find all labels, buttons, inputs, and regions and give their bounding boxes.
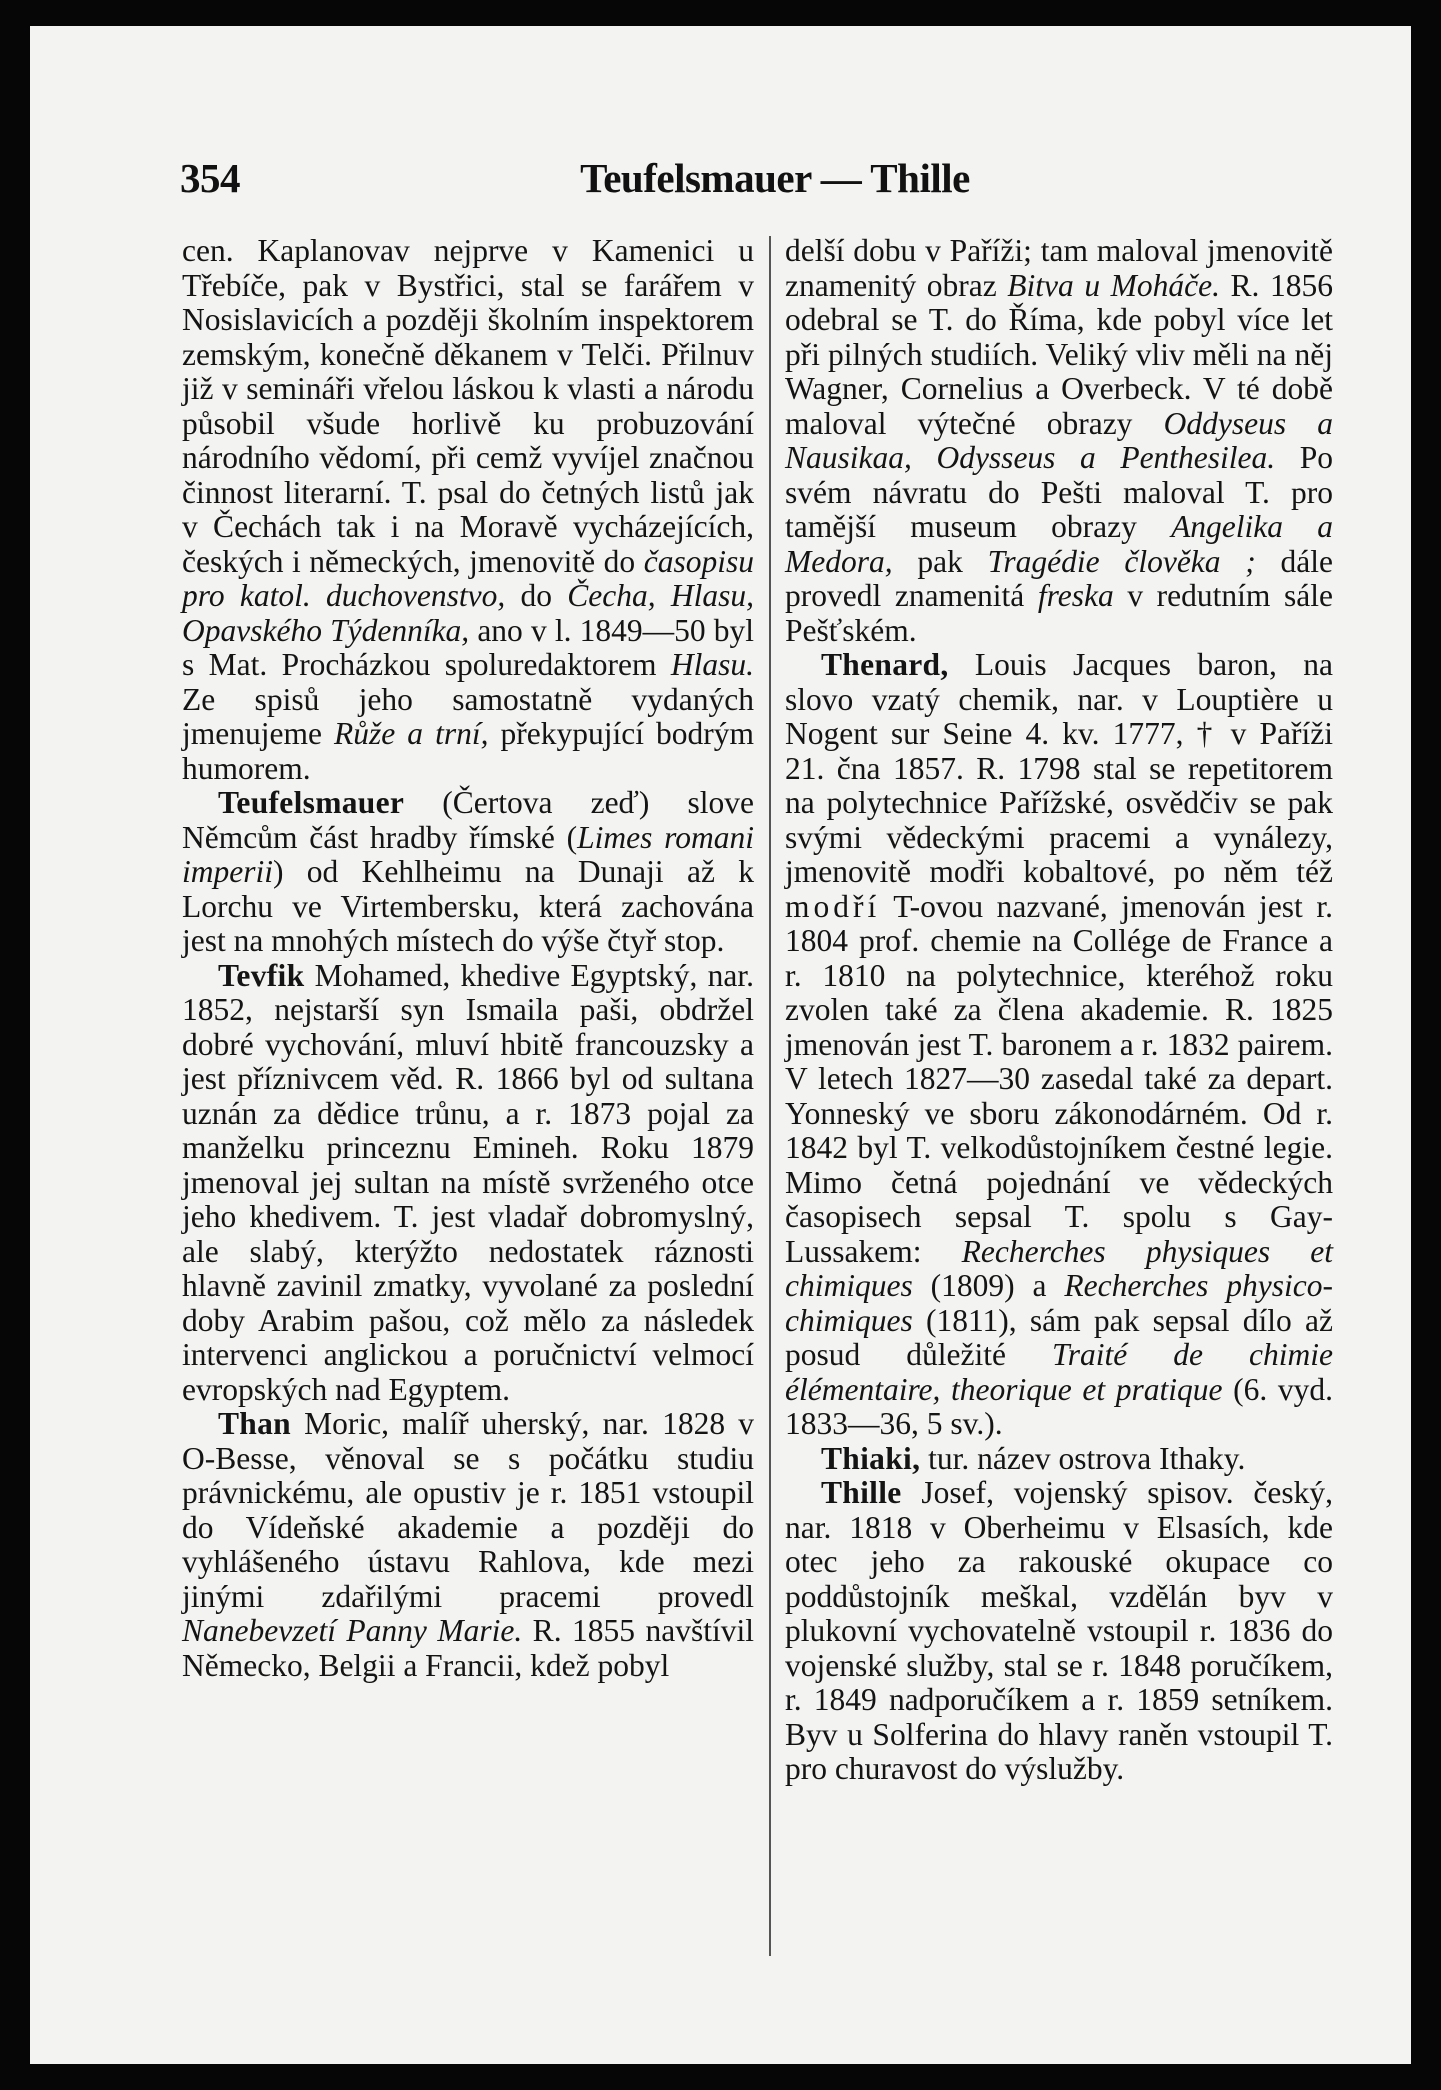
entry-headword: Tevfik (218, 957, 305, 993)
text-run: pak (892, 543, 988, 579)
entry-thenard (785, 648, 1333, 1442)
book-page (30, 26, 1411, 2064)
italic-title: Čecha, Hlasu, Opavského Týdenníka, (182, 578, 754, 648)
italic-term: Limes romani imperii (182, 819, 754, 889)
text-run: Moric, malíř uherský, nar. 1828 v O-Besse, věnoval se s počátku studiu právnickému, ale opustiv je r. 1851 vstoupil do Vídeňské akademie a později do vyhlášeného ústavu Rahlova, kde mezi jinými zdařilými pracemi provedl (182, 1406, 754, 1614)
italic-title: Nanebevzetí Panny Marie. (182, 1613, 523, 1648)
italic-title: Recherches physiques et chimiques (785, 1233, 1333, 1303)
italic-title: Oddyseus a Nausikaa, Odysseus a Penthesilea. (785, 405, 1333, 475)
entry-teufelsmauer (182, 786, 754, 959)
italic-title: Traité de chimie élémentaire, theorique et pratique (785, 1337, 1333, 1407)
text-run: R. 1855 navštívil Německo, Belgii a Francii, kdež pobyl (182, 1613, 754, 1683)
entry-headword: Thille (821, 1475, 902, 1510)
entry-continuation (785, 234, 1333, 648)
text-run: ) od Kehlheimu na Dunaji až k Lorchu ve Virtembersku, která zachována jest na mnohých místech do výše čtyř stop. (182, 854, 754, 958)
text-run: T-ovou nazvané, jmenován jest r. 1804 prof. chemie na Collége de France a r. 1810 na polytechnice, kteréhož roku zvolen také za člena akademie. R. 1825 jmenován jest T. baronem a r. 1832 pairem. V letech 1827—30 zasedal také za depart. Yonneský ve sboru zákonodárném. Od r. 1842 byl T. velkodůstojníkem čestné legie. Mimo četná pojednání ve vědeckých časopisech sepsal T. spolu s Gay-Lussakem: (785, 888, 1333, 1269)
entry-headword: Thiaki, (821, 1440, 921, 1476)
italic-term: freska (1037, 578, 1114, 613)
text-run: R. 1856 odebral se T. do Říma, kde pobyl více let při pilných studiích. Veliký vliv měli na něj Wagner, Cornelius a Overbeck. V té době maloval výtečné obrazy (785, 267, 1333, 441)
text-run: (1811), sám pak sepsal dílo až posud důležité (785, 1302, 1333, 1372)
entry-continuation (182, 234, 754, 786)
text-run: do (505, 578, 568, 613)
text-run: v redutním sále Pešťském. (785, 578, 1333, 648)
text-run: dále provedl znamenitá (785, 543, 1334, 613)
entry-headword: Thenard, (821, 647, 949, 682)
text-run: Po svém návratu do Pešti maloval T. pro tamější museum obrazy (785, 440, 1333, 544)
italic-title: Hlasu. (670, 647, 754, 682)
italic-title: Růže a trní, (334, 716, 489, 751)
running-title: Teufelsmauer — Thille (580, 155, 970, 201)
italic-title: Recherches physico-chimiques (785, 1268, 1333, 1338)
page-number: 354 (180, 155, 240, 201)
italic-title: časopisu pro katol. duchovenstvo, (182, 543, 754, 613)
entry-headword: Teufelsmauer (218, 785, 405, 820)
right-column (785, 234, 1333, 1974)
page-header (180, 150, 1340, 206)
text-run: Mohamed, khedive Egyptský, nar. 1852, nejstarší syn Ismaila paši, obdržel dobré vychování, mluví hbitě francouzsky a jest příznivcem věd. R. 1866 byl od sultana uznán za dědice trůnu, a r. 1873 pojal za manželku princeznu Emineh. Roku 1879 jmenoval jej sultan na místě svrženého otce jeho khedivem. T. jest vladař dobromyslný, ale slabý, kterýžto nedostatek ráznosti hlavně zavinil zmatky, vyvolané za poslední doby Arabim pašou, což mělo za následek intervenci anglickou a poručnictví velmocí evropských nad Egyptem. (182, 957, 754, 1407)
text-run: (1809) a (912, 1268, 1065, 1303)
entry-thille (785, 1476, 1333, 1787)
italic-title: Bitva u Moháče. (1007, 267, 1220, 303)
text-run: Ze spisů jeho samostatně vydaných jmenujeme (182, 681, 754, 751)
text-run: tur. název ostrova Ithaky. (920, 1440, 1246, 1476)
text-run: překypující bodrým humorem. (182, 716, 755, 786)
text-run: ano v l. 1849—50 byl s Mat. Procházkou spoluredaktorem (182, 612, 754, 682)
text-run: cen. Kaplanovav nejprve v Kamenici u Třebíče, pak v Bystřici, stal se farářem v Nosislavicích a později školním inspektorem zemským, konečně děkanem v Telči. Přilnuv již v semináři vřelou láskou k vlasti a národu působil všude horlivě ku probuzování národního vědomí, při cemž vyvíjel značnou činnost literarní. T. psal do četných listů jak v Čechách tak i na Moravě vycházejících, českých i německých, jmenovitě do (182, 233, 754, 579)
entry-than (182, 1407, 754, 1683)
text-run: Josef, vojenský spisov. český, nar. 1818 v Oberheimu v Elsasích, kde otec jeho za rakouské okupace co poddůstojník meškal, vzdělán byv v plukovní vychovatelně vstoupil r. 1836 do vojenské služby, stal se r. 1848 poručíkem, r. 1849 nadporučíkem a r. 1859 setníkem. Byv u Solferina do hlavy raněn vstoupil T. pro churavost do výslužby. (785, 1475, 1333, 1786)
left-column (182, 234, 754, 1974)
text-run: Louis Jacques baron, na slovo vzatý chemik, nar. v Louptière u Nogent sur Seine 4. kv. 1777, † v Paříži 21. čna 1857. R. 1798 stal se repetitorem na polytechnice Pařížské, osvědčiv se pak svými vědeckými pracemi a vynálezy, jmenovitě modři kobaltové, po něm též (785, 647, 1333, 889)
text-run: (6. vyd. 1833—36, 5 sv.). (785, 1371, 1334, 1441)
entry-headword: Than (218, 1406, 291, 1441)
spaced-term: modří (785, 888, 881, 924)
italic-title: Angelika a Medora, (785, 509, 1333, 579)
text-run: (Čertova zeď) slove Němcům část hradby římské ( (182, 785, 754, 855)
italic-title: Tragédie člověka ; (987, 543, 1256, 579)
text-run: delší dobu v Paříži; tam maloval jmenovitě znamenitý obraz (785, 233, 1333, 303)
column-divider (769, 236, 771, 1956)
entry-thiaki (785, 1442, 1333, 1477)
entry-tevfik (182, 959, 754, 1408)
